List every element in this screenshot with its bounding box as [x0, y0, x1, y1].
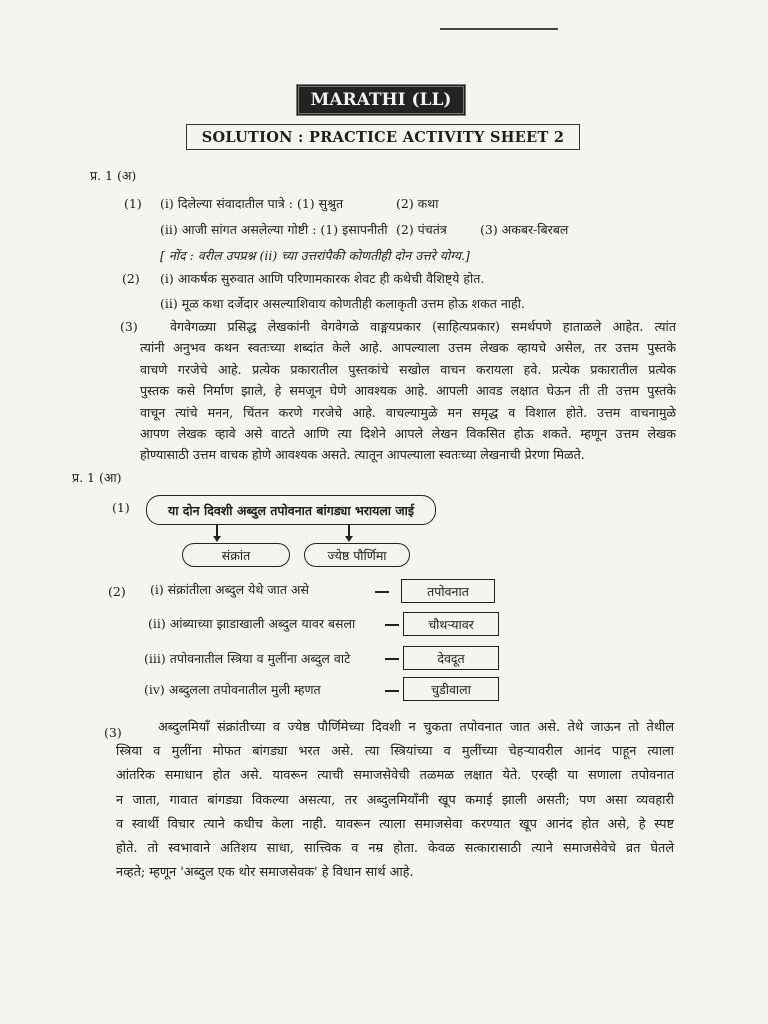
concept-box-right: ज्येष्ठ पौर्णिमा [304, 543, 410, 567]
arrow-down-icon [345, 536, 353, 542]
scan-mark-line [440, 28, 558, 30]
match-question: (i) संक्रांतीला अब्दुल येथे जात असे [150, 582, 309, 597]
paragraph-line: न जाता, गावात बांगड्या विकल्या असत्या, तर अब्दुलमियाँनी खूप कमाई झाली असती; पण असा व्यवहारी [116, 792, 674, 808]
q2-line1: (i) आकर्षक सुरुवात आणि परिणामकारक शेवट ही कथेची वैशिष्ट्ये होत. [160, 271, 485, 286]
aa-q2-number: (2) [108, 584, 126, 599]
answer-box: तपोवनात [401, 579, 495, 603]
q2-line2: (ii) मूळ कथा दर्जेदार असल्याशिवाय कोणतीही कलाकृती उत्तम होऊ शकत नाही. [160, 296, 525, 311]
q1-note: [ नोंद : वरील उपप्रश्न (ii) च्या उत्तरांपैकी कोणतीही दोन उत्तरे योग्य.] [160, 248, 470, 263]
arrow-down-icon [213, 536, 221, 542]
match-question: (ii) आंब्याच्या झाडाखाली अब्दुल यावर बसला [148, 616, 356, 631]
paragraph-line: व स्वार्थी विचार त्याने कधीच केला नाही. यावरून त्याला समाजसेवा करण्यात खूप आनंद होत असे, हे स्पष्ट [116, 816, 674, 832]
aa-q3-number: (3) [104, 725, 122, 740]
q1-line2-item3: (3) अकबर-बिरबल [480, 222, 569, 237]
paragraph-line: नव्हते; म्हणून 'अब्दुल एक थोर समाजसेवक' हे विधान सार्थ आहे. [116, 865, 414, 881]
paragraph-line: आंतरिक समाधान होत असे. यावरून त्याची समाजसेवेची तळमळ लक्षात येते. एरव्ही या सणाला तपोवनात [116, 768, 674, 784]
section-label-a: प्र. 1 (अ) [90, 168, 137, 183]
paragraph-line: होण्यासाठी उत्तम वाचक होणे आवश्यक असते. त्यातून आपल्याला स्वतःच्या लेखनाची प्रेरणा मिळते. [140, 447, 585, 463]
concept-main-box: या दोन दिवशी अब्दुल तपोवनात बांगड्या भरायला जाई [146, 495, 436, 525]
paragraph-line: वाचून त्यांचे मनन, चिंतन करणे गरजेचे आहे. वाचल्यामुळे मन समृद्ध व विशाल होते. उत्तम वाचनामुळे [140, 404, 676, 420]
q1-line2-item2: (2) पंचतंत्र [396, 222, 447, 237]
paragraph-line: वाचणे गरजेचे आहे. प्रत्येक प्रकारातील पुस्तकांचे सखोल वाचन करायला हवे. प्रत्येक प्रकारातील प्रत्येक [140, 361, 676, 377]
q2-number: (2) [122, 271, 140, 286]
answer-box: चुडीवाला [403, 677, 499, 701]
q1-line2: (ii) आजी सांगत असलेल्या गोष्टी : (1) इसापनीती [160, 222, 388, 237]
dash [375, 591, 389, 593]
paragraph-line: त्यांनी अनुभव कथन स्वतःच्या शब्दांत केले आहे. आपल्याला उत्तम लेखक व्हायचे असेल, तर उत्तम पुस्तके [140, 340, 676, 356]
paragraph-line: पुस्तक कसे निर्माण झाले, हे समजून घेणे आवश्यक आहे. आपली आवड लक्षात घेऊन ती ती उत्तम पुस्तके [140, 383, 676, 399]
q3-paragraph [140, 316, 676, 466]
dash [385, 624, 399, 626]
page-title: MARATHI (LL) [296, 84, 466, 116]
q1-number: (1) [124, 196, 142, 211]
answer-box: चौथऱ्यावर [403, 612, 499, 636]
match-question: (iii) तपोवनातील स्त्रिया व मुलींना अब्दुल वाटे [144, 651, 351, 666]
aa-q1-number: (1) [112, 500, 130, 515]
paragraph-line: वेगवेगळ्या प्रसिद्ध लेखकांनी वेगवेगळे वाङ्मयप्रकार (साहित्यप्रकार) समर्थपणे हाताळले आहेत. त्यांत [170, 319, 676, 334]
concept-box-left: संक्रांत [182, 543, 290, 567]
dash [385, 658, 399, 660]
answer-box: देवदूत [403, 646, 499, 670]
paragraph-line: होते. तो स्वभावाने अतिशय साधा, सात्त्विक व नम्र होता. केवळ सत्कारासाठी त्याने समाजसेवेचे व्रत घेतले [116, 841, 674, 857]
match-question: (iv) अब्दुलला तपोवनातील मुली म्हणत [144, 682, 321, 697]
paragraph-line: आपण लेखक व्हावे असे वाटते आणि त्या दिशेने आपले लेखन विकसित होऊ शकते. म्हणून उत्तम लेखक [140, 426, 676, 442]
q1-line1-item2: (2) कथा [396, 196, 439, 211]
q1-line1: (i) दिलेल्या संवादातील पात्रे : (1) सुश्रुत [160, 196, 344, 211]
section-label-aa: प्र. 1 (आ) [72, 470, 122, 485]
paragraph-line: अब्दुलमियाँ संक्रांतीच्या व ज्येष्ठ पौर्णिमेच्या दिवशी न चुकता तपोवनात जात असे. तेथे जाऊन तो तेथील [158, 720, 674, 735]
paragraph-line: स्त्रिया व मुलींना मोफत बांगड्या भरत असे. त्या स्त्रियांच्या व मुलींच्या चेहऱ्यावरील आनंद पाहून त्याला [116, 744, 674, 760]
q3-number: (3) [120, 319, 138, 334]
page-subtitle: SOLUTION : PRACTICE ACTIVITY SHEET 2 [186, 124, 580, 150]
aa-q3-paragraph [116, 716, 674, 885]
dash [385, 690, 399, 692]
